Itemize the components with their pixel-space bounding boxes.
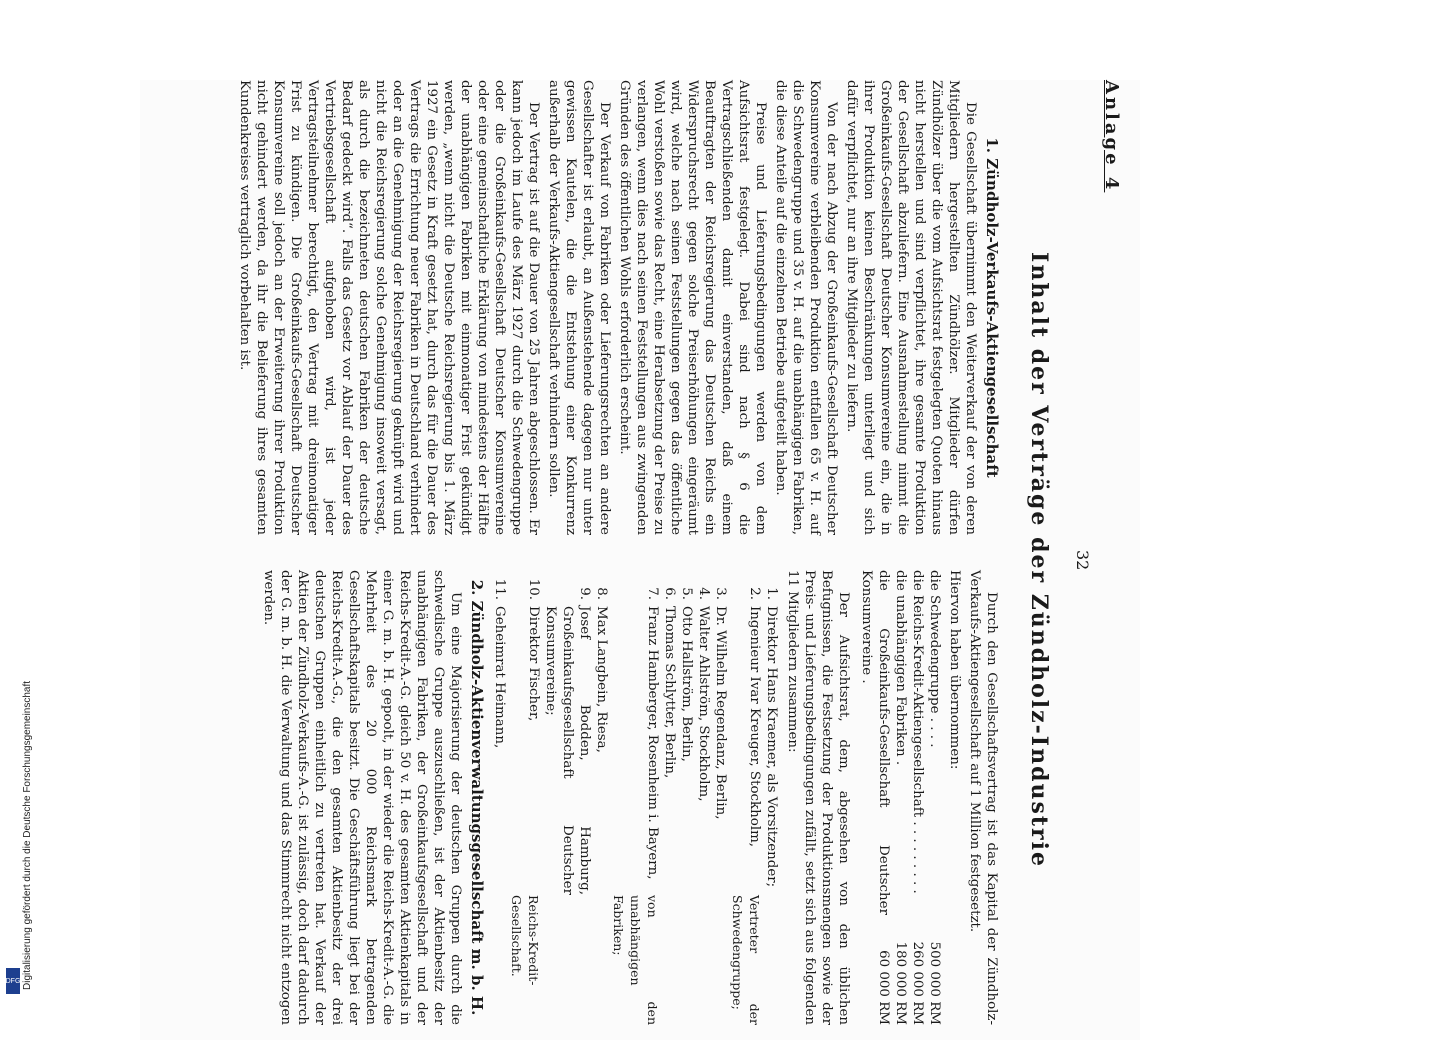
dfg-logo: DFG: [6, 968, 20, 994]
member-name: Direktor Fischer,: [526, 606, 541, 722]
board-member: [610, 570, 661, 1025]
member-group: [695, 895, 712, 1025]
member-name: Otto Hallström, Berlin,: [679, 606, 694, 762]
section-1-paragraph: Preise und Lieferungsbedingungen werden von dem Aufsichtsrat festgelegt. Dabei sind nach § 6 die Vertragschließenden damit einverstanden, daß einem Beauftragten der Reichsregierung das Deutschen Reichs ein Widerspruchsrecht gegen solche Preiserhöhungen eingeräumt wird, welche nach seinen Feststellungen gegen das öffentliche Wohl verstoßen sowie das Recht, eine Herabsetzung der Preise zu verlangen, wenn dies nach seinen Feststellungen aus zwingenden Gründen des öffentlichen Wohls erforderlich erscheint.: [617, 80, 768, 535]
member-group: [661, 895, 678, 1025]
shareholding-table: [858, 570, 943, 1025]
board-member: [763, 570, 780, 1025]
member-group: [763, 895, 780, 1025]
share-amount: 500 000 RM: [927, 941, 942, 1025]
member-number: 4.: [696, 587, 711, 600]
section-1-paragraph: Der Vertrag ist auf die Dauer von 25 Jahren abgeschlossen. Er kann jedoch im Laufe des März 1927 durch die Schwedengruppe oder die Großeinkaufs-Gesellschaft Deutscher Konsumvereine oder eine gemeinschaftliche Erklärung von mindestens der Hälfte der unabhängigen Fabriken mit einmonatiger Frist gekündigt werden, „wenn nicht die Deutsche Reichsregierung bis 1. März 1927 ein Gesetz in Kraft gesetzt hat, durch das für die Dauer des Vertrags die Errichtung neuer Fabriken in Deutschland verhindert oder an die Genehmigung der Reichsregierung geknüpft wird und nicht die Reichsregierung solche Genehmigung insoweit versagt, als durch die bezeichneten deutschen Fabriken der deutsche Bedarf gedeckt wird“. Falls das Gesetz vor Ablauf der Dauer des Vertriebsgesellschaft aufgehoben wird, ist jeder Vertragsteilnehmer berechtigt, den Vertrag mit dreimonatiger Frist zu kündigen. Die Großeinkaufs-Gesellschaft Deutscher Konsumvereine soll jedoch an der Erweiterung ihrer Produktion nicht gehindert werden, da ihr die Belieferung ihres gesamten Kundenkreises vertraglich vorbehalten ist.: [237, 80, 541, 535]
page-number: 32: [1073, 550, 1092, 571]
member-group: [712, 895, 729, 1025]
member-name: Geheimrat Heimann,: [492, 606, 507, 749]
member-name: Thomas Schlytter, Berlin,: [662, 606, 677, 779]
member-group: [491, 895, 508, 1025]
member-name: Max Langbein, Riesa,: [594, 606, 609, 753]
section-1-paragraph: Der Verkauf von Fabriken oder Lieferungsrechten an andere Gesellschafter ist erlaubt, an Außenstehende dagegen nur unter gewissen Kautelen, die die Entstehung einer Konkurrenz außerhalb der Verkaufs-Aktiengesellschaft verhindern sollen.: [546, 80, 612, 535]
board-member: [542, 570, 593, 1025]
capital-paragraph: Durch den Gesellschaftsvertrag ist das Kapital der Zündholz-Verkaufs-Aktiengesellschaft auf 1 Million festgesetzt.: [967, 570, 999, 1025]
digitization-credit: [8, 600, 33, 990]
right-column: [257, 570, 1000, 1025]
credit-text: Digitalisierung gefördert durch die Deutsche Forschungsgemeinschaft: [22, 680, 33, 990]
board-member-list: [491, 570, 780, 1025]
board-member: [729, 570, 763, 1025]
member-number: 10.: [526, 578, 541, 600]
member-group: [593, 895, 610, 1025]
shareholding-row: [926, 570, 943, 1025]
board-member: [678, 570, 695, 1025]
member-number: 6.: [662, 587, 677, 600]
member-number: 9.: [577, 587, 592, 600]
member-number: 2.: [747, 587, 762, 600]
member-name: Dr. Wilhelm Regendanz, Berlin,: [713, 606, 728, 820]
member-group: Vertreter der Schwedengruppe;: [730, 895, 762, 1025]
section-1-heading: 1. Zündholz-Verkaufs-Aktiengesellschaft: [983, 137, 1001, 478]
shareholder: die Reichs-Kredit-Aktiengesellschaft . . . . . . . . .: [910, 570, 925, 894]
shareholding-row: [909, 570, 926, 1025]
board-member: [695, 570, 712, 1025]
board-paragraph: Der Aufsichtsrat, dem, abgesehen von den üblichen Befugnissen, die Festsetzung der Produktionsmengen sowie der Preis- und Lieferungsbedingungen zufällt, setzt sich aus folgenden 11 Mitgliedern zusammen:: [785, 570, 851, 1025]
shareholding-intro: Hiervon haben übernommen:: [947, 570, 962, 770]
annex-label: Anlage 4: [1101, 80, 1122, 193]
member-group: [678, 895, 695, 1025]
shareholding-row: [858, 570, 892, 1025]
share-amount: 260 000 RM: [910, 941, 925, 1025]
member-name: Ingenieur Ivar Kreuger, Stockholm,: [747, 606, 762, 848]
member-group: von den unabhängigen Fabriken;: [611, 895, 660, 1025]
board-member: [712, 570, 729, 1025]
member-number: 7.: [645, 587, 660, 600]
shareholder: die Großeinkaufs-Gesellschaft Deutscher Konsumvereine .: [859, 570, 891, 915]
member-name: Direktor Hans Kraemer, als Vorsitzender;: [764, 606, 779, 888]
shareholding-row: [892, 570, 909, 1025]
section-1-paragraph: Von der nach Abzug der Großeinkaufs-Gesellschaft Deutscher Konsumvereine verbleibenden Produktion entfallen 65 v. H. auf die Schwedengruppe und 35 v. H. auf die unabhängigen Fabriken, die diese Anteile auf die einzelnen Betriebe aufgeteilt haben.: [773, 80, 839, 535]
board-member: [661, 570, 678, 1025]
member-number: 1.: [764, 587, 779, 600]
shareholder: die unabhängigen Fabriken .: [893, 570, 908, 766]
rotated-document-page: [140, 80, 1140, 1040]
member-number: 3.: [713, 587, 728, 600]
share-amount: 180 000 RM: [893, 941, 908, 1025]
left-column: [233, 80, 1000, 535]
section-2-paragraph: Um eine Majorisierung der deutschen Gruppen durch die schwedische Gruppe auszuschließen, ist der Aktienbesitz der unabhängigen Fabriken, der Großeinkaufsgesellschaft und der Reichs-Kredit-A.-G. gleich 50 v. H. des gesamten Aktienkapitals in einer G. m. b. H. gepoolt, in der wieder die Reichs-Kredit-A.-G. die Mehrheit des 20 000 Reichsmark betragenden Gesellschaftskapitals besitzt. Die Geschäftsführung liegt bei der Reichs-Kredit-A.-G., die den gesamten Aktienbesitz der drei deutschen Gruppen einheitlich zu vertreten hat. Verkauf der Aktien der Zündholz-Verkaufs-A.-G. ist zulässig, doch darf dadurch der G. m. b. H. die Verwaltung und das Stimmrecht nicht entzogen werden.: [261, 570, 463, 1025]
member-number: 5.: [679, 587, 694, 600]
member-group: [542, 895, 593, 1025]
section-2-heading: 2. Zündholz-Aktienverwaltungsgesellschaft m. b. H.: [468, 579, 486, 1016]
board-member: [508, 570, 542, 1025]
member-name: Josef Bodden, Hamburg, Großeinkaufsgesellschaft Deutscher Konsumvereine;: [543, 606, 592, 895]
member-name: Franz Hamberger, Rosenheim i. Bayern,: [645, 606, 660, 880]
member-name: Walter Ahlström, Stockholm,: [696, 606, 711, 802]
board-member: [491, 570, 508, 1025]
member-group: Reichs-Kredit-Gesellschaft.: [509, 895, 541, 986]
document-title: Inhalt der Verträge der Zündholz-Industrie: [1026, 252, 1052, 868]
member-number: 8.: [594, 587, 609, 600]
shareholder: die Schwedengruppe . . . .: [927, 570, 942, 748]
board-member: [593, 570, 610, 1025]
member-number: 11.: [492, 578, 507, 600]
section-1-paragraph: Die Gesellschaft übernimmt den Weiterverkauf der von deren Mitgliedern hergestellten Zündhölzer. Mitglieder dürfen Zündhölzer über die vom Aufsichtsrat festgelegten Quoten hinaus nicht herstellen und sind verpflichtet, ihre gesamte Produktion der Gesellschaft abzuliefern. Eine Ausnahmestellung nimmt die Großeinkaufs-Gesellschaft Deutscher Konsumvereine ein, die in ihrer Produktion keinen Beschränkungen unterliegt und sich dafür verpflichtet, nur an ihre Mitglieder zu liefern.: [844, 80, 978, 535]
share-amount: 60 000 RM: [876, 950, 891, 1025]
